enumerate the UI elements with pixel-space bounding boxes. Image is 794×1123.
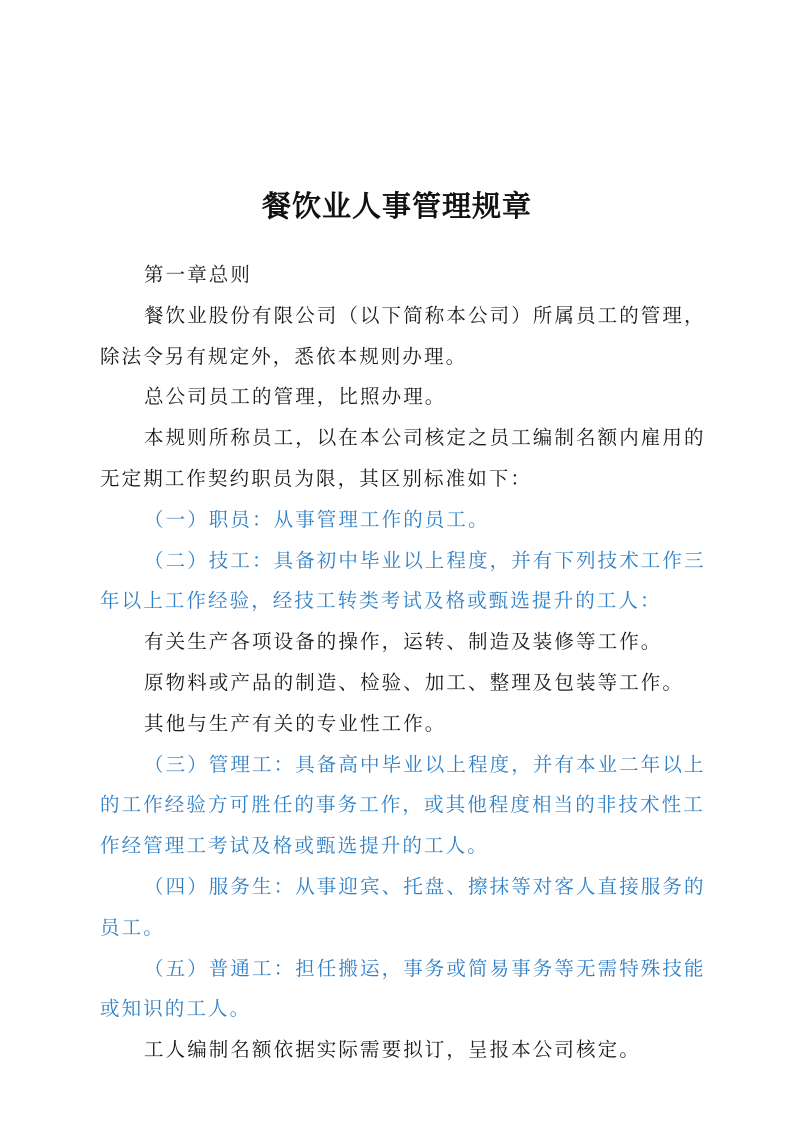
paragraph-line: （五）普通工：担任搬运，事务或简易事务等无需特殊技能 <box>144 956 706 980</box>
paragraph-line: 其他与生产有关的专业性工作。 <box>144 711 447 735</box>
paragraph-line: 或知识的工人。 <box>100 997 252 1021</box>
paragraph-line: （二）技工：具备初中毕业以上程度，并有下列技术工作三 <box>144 548 706 572</box>
paragraph-item-service <box>100 867 706 949</box>
document-title: 餐饮业人事管理规章 <box>261 189 532 223</box>
paragraph-line: 有关生产各项设备的操作，运转、制造及装修等工作。 <box>144 630 663 654</box>
paragraph-line: 无定期工作契约职员为限，其区别标准如下： <box>100 466 533 490</box>
paragraph-line: 除法令另有规定外，悉依本规则办理。 <box>100 344 468 368</box>
paragraph-line: 的工作经验方可胜任的事务工作，或其他程度相当的非技术性工 <box>100 793 705 817</box>
paragraph-item-management <box>100 745 706 867</box>
paragraph-line: 本规则所称员工，以在本公司核定之员工编制名额内雇用的 <box>144 426 706 450</box>
paragraph-sub-other <box>100 704 700 745</box>
paragraph-line: （四）服务生：从事迎宾、托盘、擦抹等对客人直接服务的 <box>144 874 706 898</box>
paragraph-line: 餐饮业股份有限公司（以下简称本公司）所属员工的管理， <box>144 303 706 327</box>
paragraph-line: 总公司员工的管理，比照办理。 <box>144 385 447 409</box>
paragraph-chapter-heading <box>100 255 700 296</box>
paragraph-item-general-worker <box>100 949 706 1031</box>
paragraph-item-staff <box>100 500 700 541</box>
paragraph-line: 年以上工作经验，经技工转类考试及格或甄选提升的工人： <box>100 589 662 613</box>
document-body <box>100 255 706 1071</box>
paragraph-quota <box>100 1030 700 1071</box>
paragraph-line: 工人编制名额依据实际需要拟订，呈报本公司核定。 <box>144 1038 641 1062</box>
paragraph-item-technician <box>100 541 706 623</box>
paragraph-line: 员工。 <box>100 915 165 939</box>
paragraph-line: 第一章总则 <box>144 263 253 286</box>
paragraph-line: （一）职员：从事管理工作的员工。 <box>144 507 490 531</box>
paragraph-line: （三）管理工：具备高中毕业以上程度，并有本业二年以上 <box>144 752 706 776</box>
paragraph-scope <box>100 296 706 378</box>
paragraph-line: 原物料或产品的制造、检验、加工、整理及包装等工作。 <box>144 670 685 694</box>
paragraph-head-office <box>100 377 700 418</box>
paragraph-employee-definition <box>100 418 706 500</box>
paragraph-sub-equipment <box>100 622 700 663</box>
paragraph-line: 作经管理工考试及格或甄选提升的工人。 <box>100 834 489 858</box>
paragraph-sub-materials <box>100 663 700 704</box>
